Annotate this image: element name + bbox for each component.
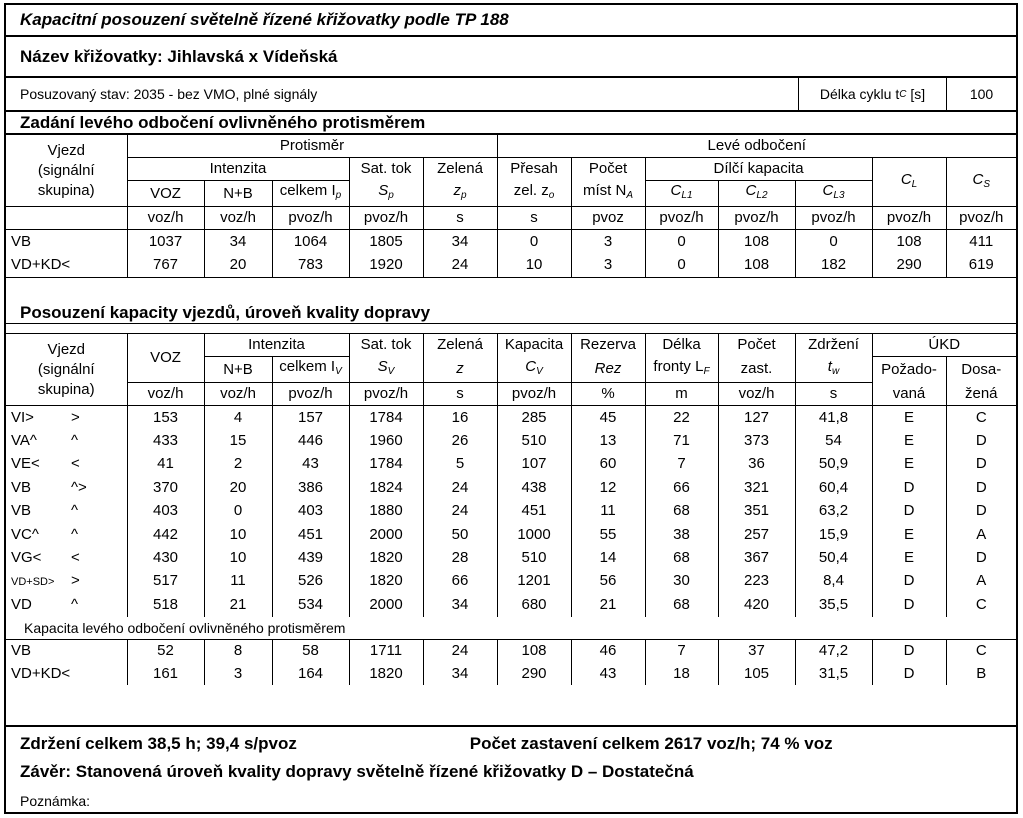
row-entry-name: VB xyxy=(11,502,32,520)
table-cell: 290 xyxy=(497,663,571,686)
table-cell: 1064 xyxy=(272,230,349,254)
cycle-length-value: 100 xyxy=(969,86,994,102)
table-cell: 13 xyxy=(571,429,645,452)
table-cell: 4 xyxy=(204,406,272,430)
table-row xyxy=(6,476,1016,499)
row-direction: > xyxy=(71,571,80,589)
cap-nb-header: N+B xyxy=(204,357,272,383)
table-cell: B xyxy=(946,663,1016,686)
table-cell: 1000 xyxy=(497,523,571,546)
table-cell: 8 xyxy=(204,640,272,663)
row-entry-name: VA^ xyxy=(11,432,37,450)
cap-reserve-header: Rezerva xyxy=(571,334,645,357)
table-cell: 34 xyxy=(204,230,272,254)
cycle-label-unit: [s] xyxy=(910,86,926,102)
table-cell: 21 xyxy=(571,593,645,616)
left-turn-capacity-label: Kapacita levého odbočení ovlivněného protisměrem xyxy=(24,619,346,636)
left-turn-table xyxy=(6,134,1016,278)
table-cell: 517 xyxy=(127,570,204,593)
partial-capacity-header: Dílčí kapacita xyxy=(645,158,872,181)
table-cell: 34 xyxy=(423,593,497,616)
table-cell: 1920 xyxy=(349,253,423,277)
table-cell: 108 xyxy=(718,230,795,254)
table-cell: 52 xyxy=(127,640,204,663)
table-cell: 767 xyxy=(127,253,204,277)
table-cell: 518 xyxy=(127,593,204,616)
table-cell: 7 xyxy=(645,640,718,663)
table-cell: 0 xyxy=(497,230,571,254)
table-cell: 2000 xyxy=(349,523,423,546)
capacity-units-row: voz/h voz/h pvoz/h pvoz/h s pvoz/h % m voz/h s vaná žená xyxy=(6,383,1016,406)
cap-delay-symbol: $t_w$ xyxy=(795,357,872,383)
cap-queue-symbol: fronty $L_F$ xyxy=(645,357,718,383)
table-cell: 403 xyxy=(272,500,349,523)
table-cell: D xyxy=(872,476,946,499)
table-cell: 3 xyxy=(571,230,645,254)
table-cell: 127 xyxy=(718,406,795,430)
table-cell: 107 xyxy=(497,453,571,476)
table-cell: 430 xyxy=(127,546,204,569)
table-cell: 41,8 xyxy=(795,406,872,430)
table-cell: D xyxy=(946,546,1016,569)
cap-queue-header: Délka xyxy=(645,334,718,357)
table-cell: 21 xyxy=(204,593,272,616)
table-cell: 161 xyxy=(127,663,204,686)
intersection-name: Název křižovatky: Jihlavská x Vídeňská xyxy=(6,37,1016,78)
table-cell: 14 xyxy=(571,546,645,569)
table-cell: 10 xyxy=(497,253,571,277)
cap-stops-header: Počet xyxy=(718,334,795,357)
cl3-header: $C_{L3}$ xyxy=(795,181,872,207)
table-cell: 66 xyxy=(645,476,718,499)
row-entry-name: VD+KD< xyxy=(6,253,127,277)
cap-delay-header: Zdržení xyxy=(795,334,872,357)
table-cell: D xyxy=(946,453,1016,476)
conclusion: Závěr: Stanovená úroveň kvality dopravy světelně řízené křižovatky D – Dostatečná xyxy=(20,762,694,781)
table-cell: 24 xyxy=(423,476,497,499)
row-direction: ^> xyxy=(71,478,87,496)
table-cell: 36 xyxy=(718,453,795,476)
table-cell: 433 xyxy=(127,429,204,452)
table-cell: 403 xyxy=(127,500,204,523)
table-cell: 10 xyxy=(204,523,272,546)
table-cell: 26 xyxy=(423,429,497,452)
table-cell: 1960 xyxy=(349,429,423,452)
table-cell: 619 xyxy=(946,253,1016,277)
table-row xyxy=(6,640,1016,663)
cap-capacity-symbol: $C_V$ xyxy=(497,357,571,383)
row-entry-cell xyxy=(6,500,127,523)
table-cell: A xyxy=(946,570,1016,593)
cap-ukd-header: ÚKD xyxy=(872,334,1016,357)
cl-header: $C_L$ xyxy=(872,158,946,207)
table-cell: 24 xyxy=(423,500,497,523)
table-cell: 439 xyxy=(272,546,349,569)
table-cell: 2 xyxy=(204,453,272,476)
row-entry-name: VD+KD< xyxy=(11,664,71,682)
table-cell: 63,2 xyxy=(795,500,872,523)
table-cell: E xyxy=(872,429,946,452)
table-row xyxy=(6,406,1016,430)
capacity-table xyxy=(6,333,1016,685)
row-entry-name: VB xyxy=(11,478,32,496)
row-entry-name: VE< xyxy=(11,455,40,473)
table-cell: 12 xyxy=(571,476,645,499)
table-cell: D xyxy=(946,500,1016,523)
table-cell: 783 xyxy=(272,253,349,277)
table-cell: 108 xyxy=(718,253,795,277)
table-cell: 28 xyxy=(423,546,497,569)
table-cell: 153 xyxy=(127,406,204,430)
table-cell: 1201 xyxy=(497,570,571,593)
summary-row xyxy=(6,725,1016,755)
table-cell: 285 xyxy=(497,406,571,430)
table-cell: 1824 xyxy=(349,476,423,499)
cap-sat-flow-header: Sat. tok xyxy=(349,334,423,357)
table-cell: 30 xyxy=(645,570,718,593)
left-turn-capacity-label-row xyxy=(6,617,1016,640)
row-entry-cell xyxy=(6,429,127,452)
table-cell: 367 xyxy=(718,546,795,569)
table-row xyxy=(6,546,1016,569)
cap-total-header: celkem $I_V$ xyxy=(272,357,349,383)
table-cell: 510 xyxy=(497,429,571,452)
table-cell: 108 xyxy=(872,230,946,254)
table-cell: 1880 xyxy=(349,500,423,523)
left-turn-header: Levé odbočení xyxy=(497,135,1016,158)
row-entry-name: VD xyxy=(11,595,32,613)
row-entry-cell xyxy=(6,640,127,663)
table-row xyxy=(6,429,1016,452)
table-cell: 5 xyxy=(423,453,497,476)
row-direction: ^ xyxy=(71,525,79,543)
table-cell: 451 xyxy=(497,500,571,523)
table-cell: 68 xyxy=(645,593,718,616)
table-cell: 3 xyxy=(571,253,645,277)
row-entry-cell xyxy=(6,523,127,546)
cap-stops-symbol: zast. xyxy=(718,357,795,383)
cap-achieved-header: Dosa- xyxy=(946,357,1016,383)
table-cell: 43 xyxy=(571,663,645,686)
table-cell: 41 xyxy=(127,453,204,476)
table-cell: 1805 xyxy=(349,230,423,254)
cap-capacity-header: Kapacita xyxy=(497,334,571,357)
row-direction: > xyxy=(71,408,80,426)
row-entry-name: VG< xyxy=(11,549,42,567)
row-entry-cell xyxy=(6,476,127,499)
table-cell: 54 xyxy=(795,429,872,452)
table-cell: E xyxy=(872,523,946,546)
table-cell: 321 xyxy=(718,476,795,499)
total-delay: Zdržení celkem 38,5 h; 39,4 s/pvoz xyxy=(20,734,297,753)
row-direction: ^ xyxy=(71,432,79,450)
table-cell: 680 xyxy=(497,593,571,616)
table-cell: 60,4 xyxy=(795,476,872,499)
table-cell: 0 xyxy=(795,230,872,254)
table-cell: 157 xyxy=(272,406,349,430)
cl2-header: $C_{L2}$ xyxy=(718,181,795,207)
table-cell: 0 xyxy=(645,253,718,277)
table-cell: 420 xyxy=(718,593,795,616)
table-row xyxy=(6,570,1016,593)
table-cell: 60 xyxy=(571,453,645,476)
cap-sat-symbol: $S_V$ xyxy=(349,357,423,383)
table-cell: 7 xyxy=(645,453,718,476)
overlap-header: Přesah xyxy=(497,158,571,181)
sat-flow-symbol: $S_p$ xyxy=(349,181,423,207)
cap-vjezd-header: Vjezd (signální skupina) xyxy=(6,334,127,406)
table-cell: 526 xyxy=(272,570,349,593)
assessed-state: Posuzovaný stav: 2035 - bez VMO, plné signály xyxy=(6,78,799,110)
table-cell: 58 xyxy=(272,640,349,663)
table-cell: 223 xyxy=(718,570,795,593)
table-cell: 3 xyxy=(204,663,272,686)
report-title: Kapacitní posouzení světelně řízené křižovatky podle TP 188 xyxy=(6,5,1016,37)
table-cell: 68 xyxy=(645,546,718,569)
table-cell: 71 xyxy=(645,429,718,452)
assessed-state-row xyxy=(6,78,1016,112)
table-cell: D xyxy=(872,640,946,663)
table-cell: 534 xyxy=(272,593,349,616)
cap-green-symbol: z xyxy=(423,357,497,383)
table-cell: D xyxy=(872,570,946,593)
table-row xyxy=(6,593,1016,616)
table-cell: D xyxy=(872,500,946,523)
table-cell: 8,4 xyxy=(795,570,872,593)
intensity-header: Intenzita xyxy=(127,158,349,181)
table-cell: 47,2 xyxy=(795,640,872,663)
total-header: celkem $I_p$ xyxy=(272,181,349,207)
table-cell: 38 xyxy=(645,523,718,546)
table-cell: 35,5 xyxy=(795,593,872,616)
table-cell: 1037 xyxy=(127,230,204,254)
table-cell: 1820 xyxy=(349,546,423,569)
note: Poznámka: xyxy=(20,793,91,809)
table-cell: 370 xyxy=(127,476,204,499)
table-cell: 50,4 xyxy=(795,546,872,569)
cycle-label-text: Délka cyklu t xyxy=(819,86,900,102)
table-cell: 351 xyxy=(718,500,795,523)
row-direction: < xyxy=(71,549,80,567)
cs-header: $C_S$ xyxy=(946,158,1016,207)
places-header: Počet xyxy=(571,158,645,181)
table-row xyxy=(6,663,1016,686)
cap-reserve-symbol: Rez xyxy=(571,357,645,383)
table-cell: 373 xyxy=(718,429,795,452)
table-cell: 290 xyxy=(872,253,946,277)
row-entry-cell xyxy=(6,663,127,686)
table-cell: 451 xyxy=(272,523,349,546)
table-cell: 56 xyxy=(571,570,645,593)
table-cell: 164 xyxy=(272,663,349,686)
cycle-length-label xyxy=(799,78,947,110)
table-cell: E xyxy=(872,406,946,430)
table-cell: 34 xyxy=(423,663,497,686)
row-direction: ^ xyxy=(71,595,79,613)
table-cell: 182 xyxy=(795,253,872,277)
table-row xyxy=(6,523,1016,546)
table-cell: D xyxy=(946,476,1016,499)
table-cell: 50,9 xyxy=(795,453,872,476)
table-cell: 1784 xyxy=(349,453,423,476)
table-cell: 108 xyxy=(497,640,571,663)
left-turn-units-row: voz/h voz/h pvoz/h pvoz/h s s pvoz pvoz/h pvoz/h pvoz/h pvoz/h pvoz/h xyxy=(6,207,1016,230)
table-cell: 24 xyxy=(423,640,497,663)
table-row xyxy=(6,500,1016,523)
table-cell: 55 xyxy=(571,523,645,546)
table-cell: 438 xyxy=(497,476,571,499)
table-cell: 2000 xyxy=(349,593,423,616)
table-cell: 43 xyxy=(272,453,349,476)
table-cell: 66 xyxy=(423,570,497,593)
row-entry-cell xyxy=(6,546,127,569)
vjezd-header: Vjezd (signální skupina) xyxy=(6,135,127,207)
row-entry-name: VB xyxy=(6,230,127,254)
places-symbol: míst $N_A$ xyxy=(571,181,645,207)
table-cell: 105 xyxy=(718,663,795,686)
table-cell: 20 xyxy=(204,253,272,277)
table-cell: 1820 xyxy=(349,570,423,593)
capacity-report-sheet xyxy=(4,3,1018,814)
cap-green-header: Zelená xyxy=(423,334,497,357)
table-row xyxy=(6,453,1016,476)
table-cell: 386 xyxy=(272,476,349,499)
table-cell: C xyxy=(946,406,1016,430)
cap-intensity-header: Intenzita xyxy=(204,334,349,357)
table-cell: 11 xyxy=(204,570,272,593)
row-entry-name: VD+SD> xyxy=(11,575,55,588)
table-cell: 0 xyxy=(204,500,272,523)
table-cell: 11 xyxy=(571,500,645,523)
table-cell: 1820 xyxy=(349,663,423,686)
table-cell: 15,9 xyxy=(795,523,872,546)
left-turn-heading: Zadání levého odbočení ovlivněného protisměrem xyxy=(6,110,1016,134)
green-header: Zelená xyxy=(423,158,497,181)
table-cell: 31,5 xyxy=(795,663,872,686)
table-cell: 1784 xyxy=(349,406,423,430)
table-row xyxy=(6,230,1016,254)
cl1-header: $C_{L1}$ xyxy=(645,181,718,207)
opposing-direction-header: Protisměr xyxy=(127,135,497,158)
table-cell: 68 xyxy=(645,500,718,523)
table-cell: 16 xyxy=(423,406,497,430)
table-cell: 15 xyxy=(204,429,272,452)
cap-voz-header: VOZ xyxy=(127,334,204,383)
table-cell: C xyxy=(946,640,1016,663)
capacity-heading: Posouzení kapacity vjezdů, úroveň kvality dopravy xyxy=(6,300,1016,324)
row-entry-cell xyxy=(6,406,127,430)
voz-header: VOZ xyxy=(127,181,204,207)
row-direction: < xyxy=(71,455,80,473)
table-cell: 45 xyxy=(571,406,645,430)
table-cell: 10 xyxy=(204,546,272,569)
row-entry-name: VB xyxy=(11,642,32,660)
table-cell: 1711 xyxy=(349,640,423,663)
table-cell: E xyxy=(872,453,946,476)
table-cell: C xyxy=(946,593,1016,616)
table-cell: A xyxy=(946,523,1016,546)
table-cell: 411 xyxy=(946,230,1016,254)
table-cell: 510 xyxy=(497,546,571,569)
table-cell: D xyxy=(872,593,946,616)
table-cell: 18 xyxy=(645,663,718,686)
green-symbol: $z_p$ xyxy=(423,181,497,207)
table-cell: 37 xyxy=(718,640,795,663)
table-cell: 50 xyxy=(423,523,497,546)
table-cell: D xyxy=(872,663,946,686)
nb-header: N+B xyxy=(204,181,272,207)
table-cell: 34 xyxy=(423,230,497,254)
table-cell: 257 xyxy=(718,523,795,546)
table-cell: 446 xyxy=(272,429,349,452)
sat-flow-header: Sat. tok xyxy=(349,158,423,181)
row-entry-cell xyxy=(6,453,127,476)
cycle-label-sub: C xyxy=(899,88,907,100)
table-cell: 46 xyxy=(571,640,645,663)
row-entry-cell xyxy=(6,570,127,593)
table-cell: 20 xyxy=(204,476,272,499)
total-stops: Počet zastavení celkem 2617 voz/h; 74 % voz xyxy=(469,734,833,753)
row-entry-name: VC^ xyxy=(11,525,39,543)
table-cell: 22 xyxy=(645,406,718,430)
table-cell: D xyxy=(946,429,1016,452)
overlap-symbol: zel. $z_o$ xyxy=(497,181,571,207)
table-cell: 442 xyxy=(127,523,204,546)
row-direction: ^ xyxy=(71,502,79,520)
cap-required-header: Požado- xyxy=(872,357,946,383)
table-cell: 0 xyxy=(645,230,718,254)
table-cell: 24 xyxy=(423,253,497,277)
table-cell: E xyxy=(872,546,946,569)
row-entry-cell xyxy=(6,593,127,616)
row-entry-name: VI> xyxy=(11,408,34,426)
table-row xyxy=(6,253,1016,277)
